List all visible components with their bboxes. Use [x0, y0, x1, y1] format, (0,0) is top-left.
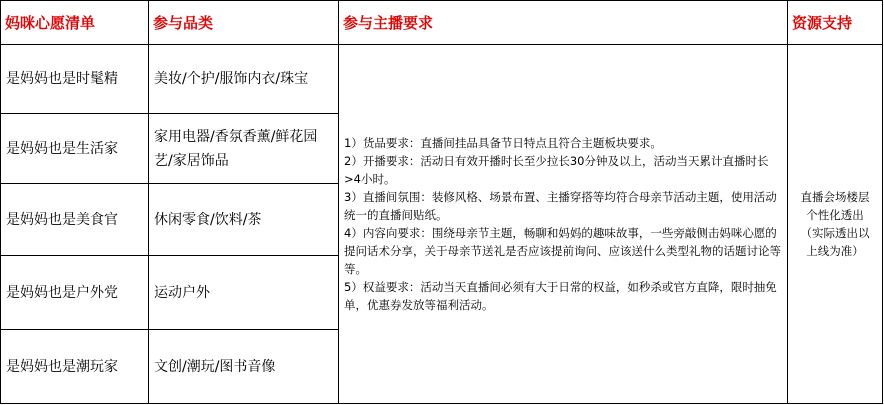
resource-support-cell[interactable]: 直播会场楼层个性化透出（实际透出以上线为准） — [788, 45, 883, 404]
category-cell[interactable]: 是妈妈也是潮玩家 — [1, 330, 149, 404]
header-cell-requirements[interactable]: 参与主播要求 — [339, 1, 788, 45]
header-cell-resources[interactable]: 资源支持 — [788, 1, 883, 45]
category-cell[interactable]: 是妈妈也是生活家 — [1, 114, 149, 184]
header-row — [1, 1, 883, 45]
requirement-benefits: 5）权益要求：活动当天直播间必须有大于日常的权益，如秒杀或官方直降，限时抽免单，优惠券发放等福利活动。 — [344, 280, 777, 312]
requirement-broadcast-time: 2）开播要求：活动日有效开播时长至少拉长30分钟及以上，活动当天累计直播时长>4小时。 — [344, 154, 769, 186]
products-cell[interactable]: 文创/潮玩/图书音像 — [149, 330, 339, 404]
requirements-cell[interactable] — [339, 45, 788, 404]
requirement-goods: 1）货品要求：直播间挂品具备节日特点且符合主题板块要求。 — [344, 136, 662, 150]
header-cell-categories[interactable]: 参与品类 — [149, 1, 339, 45]
category-cell[interactable]: 是妈妈也是时髦精 — [1, 45, 149, 114]
category-cell[interactable]: 是妈妈也是美食官 — [1, 184, 149, 256]
requirement-content: 4）内容向要求：围绕母亲节主题，畅聊和妈妈的趣味故事，一些旁敲侧击妈咪心愿的提问话术分享，关于母亲节送礼是否应该提前询问、应该送什么类型礼物的话题讨论等等。 — [344, 226, 781, 276]
header-cell-wishlist[interactable]: 妈咪心愿清单 — [1, 1, 149, 45]
category-cell[interactable]: 是妈妈也是户外党 — [1, 256, 149, 330]
products-cell[interactable]: 美妆/个护/服饰内衣/珠宝 — [149, 45, 339, 114]
products-cell[interactable]: 运动户外 — [149, 256, 339, 330]
table-row — [1, 45, 883, 114]
products-cell[interactable]: 家用电器/香氛香薰/鲜花园艺/家居饰品 — [149, 114, 339, 184]
products-cell[interactable]: 休闲零食/饮料/茶 — [149, 184, 339, 256]
requirement-atmosphere: 3）直播间氛围：装修风格、场景布置、主播穿搭等均符合母亲节活动主题，使用活动统一的直播间贴纸。 — [344, 190, 777, 222]
